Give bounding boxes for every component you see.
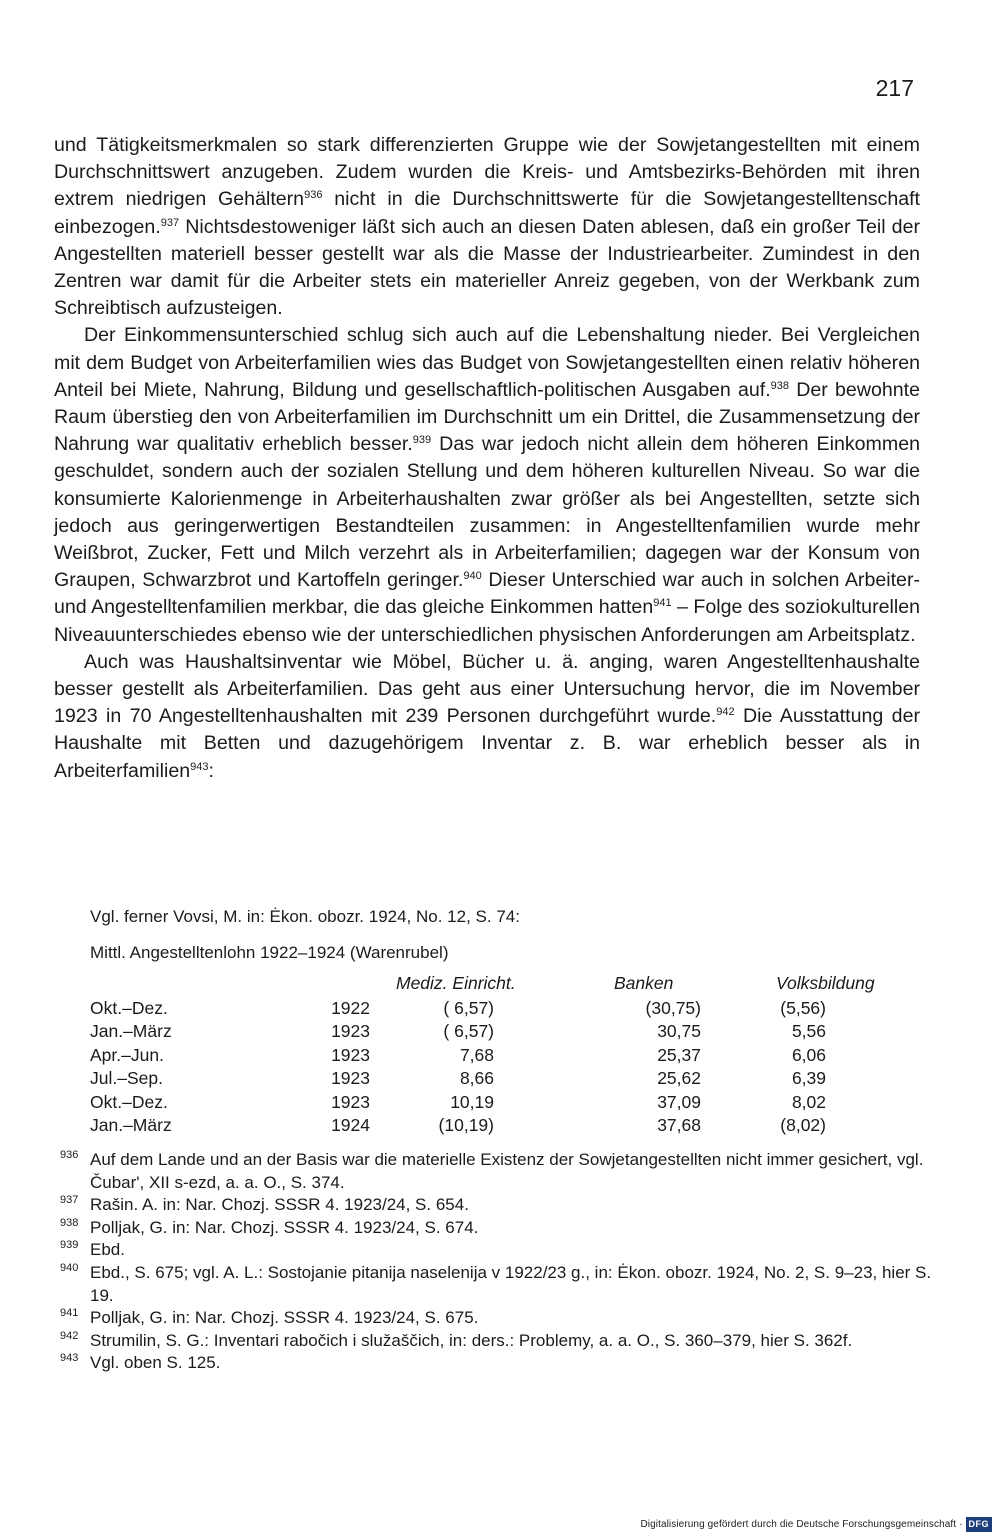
table-cell-period: Okt.–Dez. <box>90 1091 168 1112</box>
footnote-ref: 940 <box>463 570 482 583</box>
paragraph-text: Auch was Haushaltsinventar wie Möbel, Bücher u. ä. anging, waren Angestelltenhaushalte besser gestellt als Arbeiterfamilien. Das geht aus einer Untersuchung hervor, die im November 1923 in 70 Angestelltenhaushalten mit 239 Personen durchgeführt wurde. <box>54 650 920 728</box>
table-cell-year: 1923 <box>331 1091 370 1112</box>
paragraph-text: – Folge des soziokulturellen Niveauunterschiedes ebenso wie der unterschiedlichen physischen Anforderungen am Arbeitsplatz. <box>54 596 920 646</box>
table-cell-year: 1923 <box>331 1068 370 1089</box>
table-cell-bank: 25,37 <box>657 1044 701 1065</box>
footnote-ref: 942 <box>716 706 735 719</box>
table-cell-bank: 25,62 <box>657 1068 701 1089</box>
footnote-number: 937 <box>60 1194 79 1207</box>
paragraph-text: Dieser Unterschied war auch in solchen Arbeiter- und Angestelltenfamilien merkbar, die das gleiche Einkommen hatten <box>54 569 920 619</box>
footnote <box>60 1352 940 1375</box>
footnote-number: 940 <box>60 1261 79 1274</box>
footnote-number: 943 <box>60 1352 79 1365</box>
paragraph-text: Der Einkommensunterschied schlug sich auch auf die Lebenshaltung nieder. Bei Vergleichen mit dem Budget von Arbeiterfamilien wies das Budget von Sowjetangestellten einen relativ höheren Anteil bei Miete, Nahrung, Bildung und gesellschaftlich-politischen Ausgaben auf. <box>54 324 920 401</box>
paragraph-text: Die Ausstattung der Haushalte mit Betten und dazugehörigem Inventar z. B. war erheblich besser als in Arbeiterfamilien <box>54 705 921 782</box>
footnote <box>60 1262 940 1307</box>
footnote <box>60 1149 940 1194</box>
paragraph-text: Das war jedoch nicht allein dem höheren Einkommen geschuldet, sondern auch der sozialen Stellung und dem höheren kulturellen Niveau. So war die konsumierte Kalorienmenge in Arbeiterhaushalten zwar größer als bei Angestellten, setzte sich jedoch aus geringerwertigen Bestandteilen zusammen: in Angestelltenfamilien wurde mehr Weißbrot, Zucker, Fett und Milch verzehrt als in Arbeiterfamilien; dagegen war der Konsum von Graupen, Schwarzbrot und Kartoffeln geringer. <box>54 433 920 592</box>
table-cell-bank: (30,75) <box>645 998 701 1018</box>
salary-table <box>90 972 890 1144</box>
footnote-text: Ebd., S. 675; vgl. A. L.: Sostojanie pitanija naselenija v 1922/23 g., in: Ėkon. obozr. 1924, No. 2, S. 9–23, hier S. 19. <box>90 1262 932 1305</box>
footnote-ref: 941 <box>653 597 672 610</box>
table-cell-period: Jan.–März <box>90 1115 172 1135</box>
paragraph-text: : <box>208 759 214 782</box>
table-row <box>90 997 890 1021</box>
table-row <box>90 1044 890 1068</box>
body-text <box>54 132 920 785</box>
table-cell-volk: 5,56 <box>791 1021 826 1042</box>
footnote-text: Auf dem Lande und an der Basis war die materielle Existenz der Sowjetangestellten nicht immer gesichert, vgl. Čubar', XII s-ezd, a. a. O., S. 374. <box>90 1150 924 1192</box>
table-cell-mediz: 8,66 <box>459 1068 494 1089</box>
table-row <box>90 1114 890 1138</box>
page-number: 217 <box>875 75 914 101</box>
footnote-text: Polljak, G. in: Nar. Chozj. SSSR 4. 1923/24, S. 674. <box>90 1217 479 1237</box>
table-cell-mediz: ( 6,57) <box>443 998 494 1018</box>
table-cell-period: Apr.–Jun. <box>90 1044 164 1065</box>
table-cell-bank: 37,68 <box>657 1115 701 1135</box>
table-cell-year: 1923 <box>331 1044 370 1065</box>
table-cell-volk: (8,02) <box>780 1115 826 1135</box>
footnote-number: 938 <box>60 1216 79 1229</box>
table-row <box>90 1067 890 1091</box>
footnote-number: 939 <box>60 1239 79 1252</box>
table-cell-year: 1923 <box>331 1021 370 1042</box>
footnote-text: Polljak, G. in: Nar. Chozj. SSSR 4. 1923/24, S. 675. <box>90 1308 479 1328</box>
table-cell-volk: 6,39 <box>791 1068 826 1089</box>
table-cell-mediz: 10,19 <box>450 1091 494 1112</box>
footnote <box>60 1330 940 1353</box>
footnote-ref: 943 <box>190 760 209 773</box>
paragraph <box>54 322 920 648</box>
table-cell-volk: (5,56) <box>780 998 826 1018</box>
table-cell-period: Okt.–Dez. <box>90 998 168 1018</box>
paragraph <box>54 132 920 322</box>
footnote-ref: 939 <box>412 434 432 447</box>
footnote-text: Vgl. oben S. 125. <box>90 1353 221 1373</box>
paragraph-text: Der bewohnte Raum überstieg den von Arbeiterfamilien im Durchschnitt um ein Drittel, die Zusammensetzung der Nahrung war qualitativ erheblich besser. <box>54 378 920 456</box>
table-cell-year: 1924 <box>331 1115 370 1135</box>
header-mediz: Mediz. Einricht. <box>396 973 516 993</box>
footnote-text: Ebd. <box>90 1240 125 1260</box>
table-cell-period: Jul.–Sep. <box>90 1068 163 1089</box>
credit-text: Digitalisierung gefördert durch die Deutsche Forschungsgemeinschaft · <box>640 1519 963 1530</box>
table-cell-mediz: ( 6,57) <box>443 1021 494 1042</box>
table-row <box>90 1091 890 1115</box>
table-row <box>90 1020 890 1044</box>
footnote <box>60 1239 940 1262</box>
footnote <box>60 1307 940 1330</box>
table-source-note: Vgl. ferner Vovsi, M. in: Ėkon. obozr. 1924, No. 12, S. 74: <box>90 907 520 926</box>
footnote-ref: 936 <box>304 189 323 202</box>
paragraph <box>54 649 920 785</box>
dfg-logo: DFG <box>966 1517 993 1532</box>
paragraph-text: nicht in die Durchschnittswerte für die Sowjetangestelltenschaft einbezogen. <box>54 188 921 238</box>
footnote-number: 942 <box>60 1329 79 1342</box>
table-cell-mediz: 7,68 <box>459 1044 494 1065</box>
table-caption: Mittl. Angestelltenlohn 1922–1924 (Warenrubel) <box>90 943 449 962</box>
footnote-ref: 938 <box>770 379 790 392</box>
footnote-text: Rašin. A. in: Nar. Chozj. SSSR 4. 1923/24, S. 654. <box>90 1195 469 1215</box>
header-banken: Banken <box>614 973 674 993</box>
table-cell-period: Jan.–März <box>90 1021 172 1042</box>
table-cell-bank: 30,75 <box>657 1021 701 1042</box>
footnote-number: 941 <box>60 1307 79 1320</box>
footnote <box>60 1194 940 1217</box>
table-cell-mediz: (10,19) <box>438 1115 494 1135</box>
table-cell-bank: 37,09 <box>657 1091 701 1112</box>
table-cell-year: 1922 <box>331 998 370 1018</box>
table-cell-volk: 8,02 <box>791 1091 826 1112</box>
dfg-credit <box>640 1517 992 1532</box>
footnote-text: Strumilin, S. G.: Inventari rabočich i služaščich, in: ders.: Problemy, a. a. O., S. 360–379, hier S. 362f. <box>90 1330 853 1350</box>
paragraph-text: und Tätigkeitsmerkmalen so stark differenzierten Gruppe wie der Sowjetangestellten mit einem Durchschnittswert anzugeben. Zudem wurden die Kreis- und Amtsbezirks-Behörden mit ihren extrem niedrigen Gehältern <box>54 134 920 211</box>
table-cell-volk: 6,06 <box>791 1044 826 1065</box>
footnote-ref: 937 <box>160 216 180 229</box>
footnote-number: 936 <box>60 1149 79 1161</box>
footnote <box>60 1217 940 1240</box>
header-volksbildung: Volksbildung <box>776 973 875 993</box>
paragraph-text: Nichtsdestoweniger läßt sich auch an diesen Daten ablesen, daß ein großer Teil der Angestellten materiell besser gestellt war als die Masse der Industriearbeiter. Zumindest in den Zentren war damit für die Arbeiter stets ein materieller Anreiz gegeben, von der Werkbank zum Schreibtisch aufzusteigen. <box>54 215 920 320</box>
footnotes <box>60 1149 940 1375</box>
table-header <box>90 972 890 996</box>
